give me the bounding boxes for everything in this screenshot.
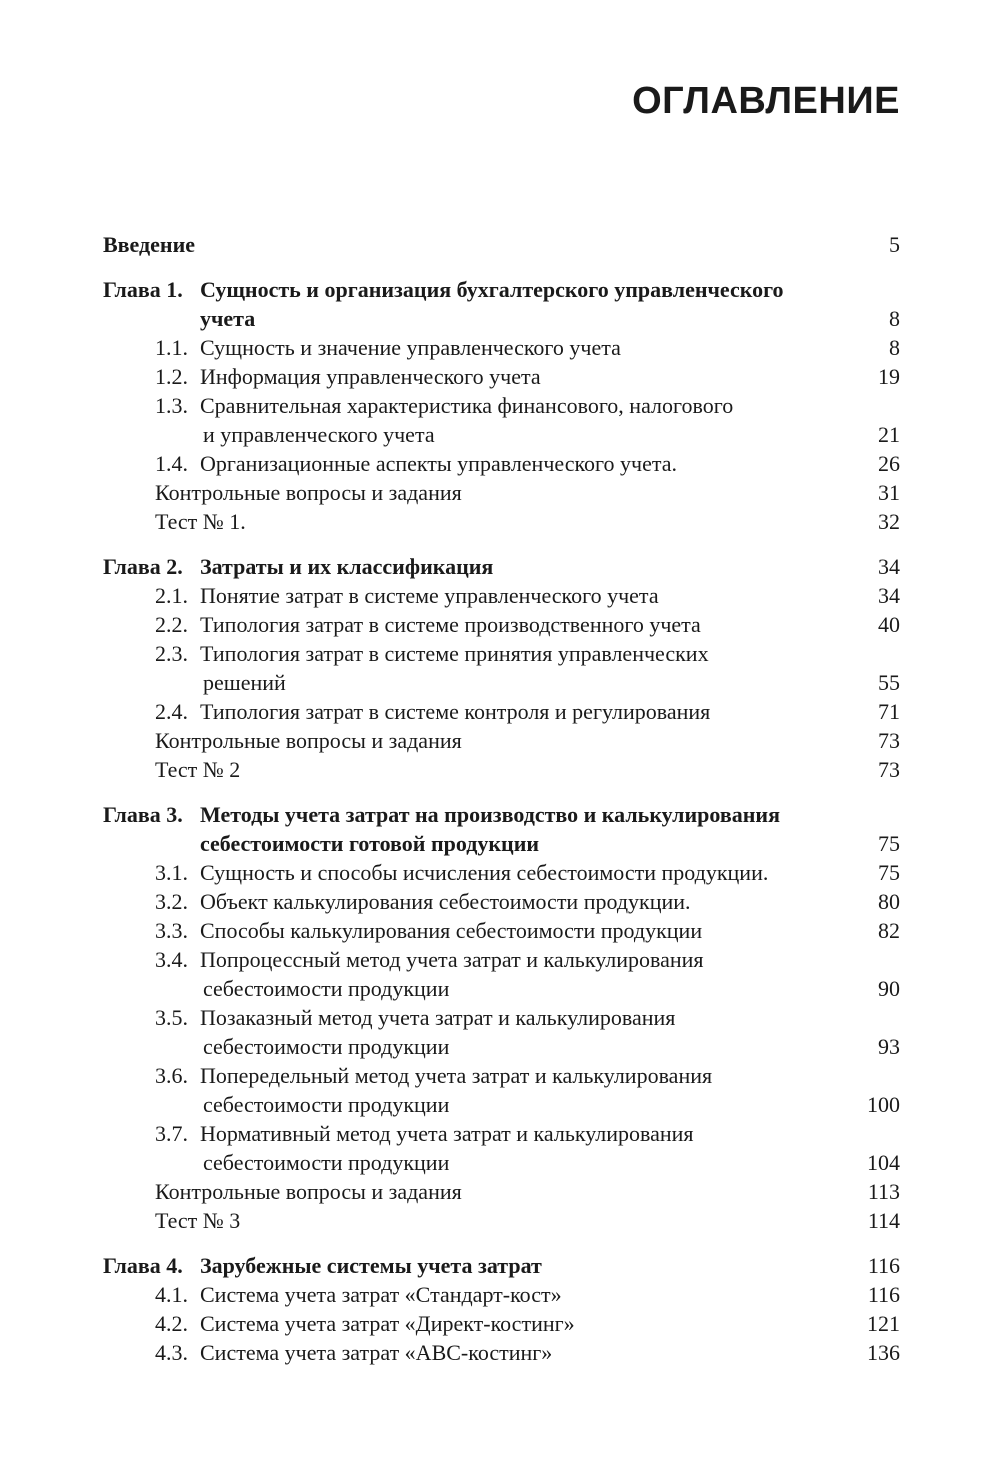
page-number: 116 xyxy=(867,1253,900,1278)
entry-title: Способы калькулирования себестоимости продукции xyxy=(200,918,703,943)
dot-leader xyxy=(244,755,820,784)
entry-number: Глава 3. xyxy=(103,802,183,827)
table-of-contents xyxy=(0,230,900,1367)
dot-leader xyxy=(566,1280,820,1309)
entry-title-line xyxy=(200,1280,900,1309)
entry-title-line xyxy=(200,1309,900,1338)
entry-title: Типология затрат в системе контроля и регулирования xyxy=(200,699,711,724)
entry-title: себестоимости готовой продукции xyxy=(200,831,540,856)
dot-leader xyxy=(681,449,820,478)
toc-entry-section[interactable] xyxy=(0,945,900,1003)
entry-title: Система учета затрат «Стандарт-кост» xyxy=(200,1282,562,1307)
dot-leader xyxy=(545,362,820,391)
entry-title-line xyxy=(200,697,900,726)
toc-entry-section[interactable] xyxy=(0,697,900,726)
entry-title: Тест № 2 xyxy=(155,757,241,782)
entry-number: 1.1. xyxy=(155,335,188,360)
toc-entry-section[interactable] xyxy=(0,1061,900,1119)
dot-leader xyxy=(259,304,820,333)
dot-leader xyxy=(439,420,820,449)
dot-leader xyxy=(453,1090,820,1119)
entry-number: 3.1. xyxy=(155,860,188,885)
toc-entry-chapter[interactable] xyxy=(0,552,900,581)
dot-leader xyxy=(244,1206,820,1235)
dot-leader xyxy=(497,552,820,581)
entry-title-line xyxy=(203,1148,900,1177)
toc-entry-extra[interactable] xyxy=(0,507,900,536)
entry-number: Глава 4. xyxy=(103,1253,183,1278)
page-number: 73 xyxy=(878,728,900,753)
entry-title-line xyxy=(200,552,900,581)
entry-number: 4.2. xyxy=(155,1311,188,1336)
entry-title-line xyxy=(155,507,900,536)
entry-number: 2.3. xyxy=(155,641,188,666)
dot-leader xyxy=(663,581,820,610)
entry-title: Сравнительная характеристика финансового, налогового xyxy=(200,393,734,418)
page-number: 19 xyxy=(878,364,900,389)
toc-entry-extra[interactable] xyxy=(0,1206,900,1235)
dot-leader xyxy=(556,1338,820,1367)
entry-title-line xyxy=(200,391,900,420)
entry-number: 3.5. xyxy=(155,1005,188,1030)
entry-title-line xyxy=(155,755,900,784)
toc-entry-extra[interactable] xyxy=(0,1177,900,1206)
toc-entry-section[interactable] xyxy=(0,1119,900,1177)
entry-title: Попроцессный метод учета затрат и калькулирования xyxy=(200,947,704,972)
entry-title: решений xyxy=(203,670,286,695)
dot-leader xyxy=(466,478,820,507)
entry-title-line xyxy=(200,581,900,610)
dot-leader xyxy=(546,1251,820,1280)
entry-title: Типология затрат в системе производственного учета xyxy=(200,612,701,637)
entry-title-line xyxy=(200,333,900,362)
entry-title: Объект калькулирования себестоимости продукции. xyxy=(200,889,691,914)
toc-entry-section[interactable] xyxy=(0,362,900,391)
toc-entry-section[interactable] xyxy=(0,1003,900,1061)
entry-title-line xyxy=(200,610,900,639)
page-number: 75 xyxy=(878,831,900,856)
entry-title-line xyxy=(200,916,900,945)
entry-number: 2.1. xyxy=(155,583,188,608)
entry-title: себестоимости продукции xyxy=(203,1034,450,1059)
entry-title-line xyxy=(203,420,900,449)
entry-title-line xyxy=(103,230,900,259)
dot-leader xyxy=(543,829,820,858)
dot-leader xyxy=(714,697,820,726)
entry-title: Сущность и способы исчисления себестоимости продукции. xyxy=(200,860,769,885)
toc-entry-section[interactable] xyxy=(0,916,900,945)
page-number: 5 xyxy=(889,232,900,257)
entry-title-line xyxy=(200,362,900,391)
page-number: 136 xyxy=(867,1340,900,1365)
page-title: ОГЛАВЛЕНИЕ xyxy=(632,80,900,122)
toc-entry-intro[interactable] xyxy=(0,230,900,259)
page-number: 104 xyxy=(867,1150,900,1175)
page-number: 21 xyxy=(878,422,900,447)
toc-entry-section[interactable] xyxy=(0,639,900,697)
entry-title: себестоимости продукции xyxy=(203,1150,450,1175)
dot-leader xyxy=(453,1148,820,1177)
page-number: 113 xyxy=(867,1179,900,1204)
dot-leader xyxy=(772,858,820,887)
entry-title-line xyxy=(200,275,900,304)
entry-number: 3.4. xyxy=(155,947,188,972)
dot-leader xyxy=(199,230,820,259)
page-number: 75 xyxy=(878,860,900,885)
dot-leader xyxy=(706,916,820,945)
page-number: 90 xyxy=(878,976,900,1001)
dot-leader xyxy=(625,333,820,362)
entry-title: Организационные аспекты управленческого учета. xyxy=(200,451,677,476)
toc-entry-section[interactable] xyxy=(0,449,900,478)
entry-title: учета xyxy=(200,306,256,331)
dot-leader xyxy=(453,974,820,1003)
page-number: 34 xyxy=(878,554,900,579)
entry-title: Контрольные вопросы и задания xyxy=(155,480,462,505)
entry-title: себестоимости продукции xyxy=(203,976,450,1001)
entry-title-line xyxy=(200,449,900,478)
entry-number: 4.1. xyxy=(155,1282,188,1307)
entry-title-line xyxy=(203,668,900,697)
entry-number: 2.4. xyxy=(155,699,188,724)
toc-entry-section[interactable] xyxy=(0,391,900,449)
entry-number: 1.3. xyxy=(155,393,188,418)
entry-title-line xyxy=(200,1251,900,1280)
page-number: 31 xyxy=(878,480,900,505)
entry-title-line xyxy=(203,1090,900,1119)
entry-number: Глава 1. xyxy=(103,277,183,302)
page-number: 26 xyxy=(878,451,900,476)
entry-title-line xyxy=(200,639,900,668)
entry-title-line xyxy=(200,304,900,333)
entry-title: Сущность и значение управленческого учета xyxy=(200,335,621,360)
entry-title-line xyxy=(200,1003,900,1032)
entry-title: Контрольные вопросы и задания xyxy=(155,1179,462,1204)
dot-leader xyxy=(579,1309,820,1338)
toc-entry-extra[interactable] xyxy=(0,478,900,507)
entry-title-line xyxy=(155,726,900,755)
toc-entry-section[interactable] xyxy=(0,1309,900,1338)
toc-entry-section[interactable] xyxy=(0,610,900,639)
entry-number: 3.3. xyxy=(155,918,188,943)
entry-number: 3.6. xyxy=(155,1063,188,1088)
entry-title-line xyxy=(155,478,900,507)
toc-entry-extra[interactable] xyxy=(0,726,900,755)
page-number: 34 xyxy=(878,583,900,608)
entry-title: Зарубежные системы учета затрат xyxy=(200,1253,542,1278)
entry-title: Понятие затрат в системе управленческого учета xyxy=(200,583,659,608)
entry-title: Затраты и их классификация xyxy=(200,554,494,579)
page-number: 93 xyxy=(878,1034,900,1059)
page-number: 100 xyxy=(867,1092,900,1117)
entry-title-line xyxy=(200,887,900,916)
page-number: 116 xyxy=(867,1282,900,1307)
toc-entry-section[interactable] xyxy=(0,581,900,610)
entry-title-line xyxy=(155,1177,900,1206)
entry-title: Типология затрат в системе принятия управленческих xyxy=(200,641,709,666)
entry-number: 2.2. xyxy=(155,612,188,637)
entry-title: себестоимости продукции xyxy=(203,1092,450,1117)
entry-title: Система учета затрат «Директ-костинг» xyxy=(200,1311,575,1336)
entry-title: Введение xyxy=(103,232,196,257)
entry-number: 1.2. xyxy=(155,364,188,389)
dot-leader xyxy=(466,1177,820,1206)
entry-title: Методы учета затрат на производство и калькулирования xyxy=(200,802,780,827)
entry-title-line xyxy=(203,1032,900,1061)
page-number: 80 xyxy=(878,889,900,914)
entry-title: Позаказный метод учета затрат и калькулирования xyxy=(200,1005,676,1030)
page-number: 8 xyxy=(889,335,900,360)
entry-title: Тест № 1. xyxy=(155,509,246,534)
toc-entry-section[interactable] xyxy=(0,1338,900,1367)
toc-entry-chapter[interactable] xyxy=(0,275,900,333)
dot-leader xyxy=(705,610,820,639)
entry-title: Попередельный метод учета затрат и калькулирования xyxy=(200,1063,713,1088)
dot-leader xyxy=(290,668,820,697)
entry-title-line xyxy=(200,858,900,887)
entry-title: и управленческого учета xyxy=(203,422,435,447)
entry-title: Информация управленческого учета xyxy=(200,364,541,389)
entry-title-line xyxy=(203,974,900,1003)
toc-entry-section[interactable] xyxy=(0,333,900,362)
entry-number: 4.3. xyxy=(155,1340,188,1365)
entry-title-line xyxy=(200,1061,900,1090)
toc-entry-section[interactable] xyxy=(0,1280,900,1309)
page-number: 121 xyxy=(867,1311,900,1336)
page-number: 40 xyxy=(878,612,900,637)
page-number: 73 xyxy=(878,757,900,782)
toc-entry-chapter[interactable] xyxy=(0,800,900,858)
entry-title-line xyxy=(200,800,900,829)
entry-title: Система учета затрат «ABC-костинг» xyxy=(200,1340,553,1365)
entry-number: Глава 2. xyxy=(103,554,183,579)
entry-number: 3.2. xyxy=(155,889,188,914)
dot-leader xyxy=(695,887,820,916)
entry-title: Контрольные вопросы и задания xyxy=(155,728,462,753)
toc-entry-section[interactable] xyxy=(0,887,900,916)
entry-title-line xyxy=(200,1119,900,1148)
toc-entry-section[interactable] xyxy=(0,858,900,887)
entry-title: Нормативный метод учета затрат и калькулирования xyxy=(200,1121,694,1146)
toc-entry-chapter[interactable] xyxy=(0,1251,900,1280)
dot-leader xyxy=(250,507,820,536)
entry-title-line xyxy=(200,945,900,974)
page-number: 114 xyxy=(867,1208,900,1233)
dot-leader xyxy=(453,1032,820,1061)
page-number: 55 xyxy=(878,670,900,695)
entry-title-line xyxy=(200,1338,900,1367)
page-number: 32 xyxy=(878,509,900,534)
entry-title-line xyxy=(155,1206,900,1235)
entry-number: 1.4. xyxy=(155,451,188,476)
toc-entry-extra[interactable] xyxy=(0,755,900,784)
entry-title: Тест № 3 xyxy=(155,1208,241,1233)
page-number: 71 xyxy=(878,699,900,724)
entry-title: Сущность и организация бухгалтерского управленческого xyxy=(200,277,784,302)
page-number: 8 xyxy=(889,306,900,331)
page-number: 82 xyxy=(878,918,900,943)
entry-number: 3.7. xyxy=(155,1121,188,1146)
dot-leader xyxy=(466,726,820,755)
entry-title-line xyxy=(200,829,900,858)
